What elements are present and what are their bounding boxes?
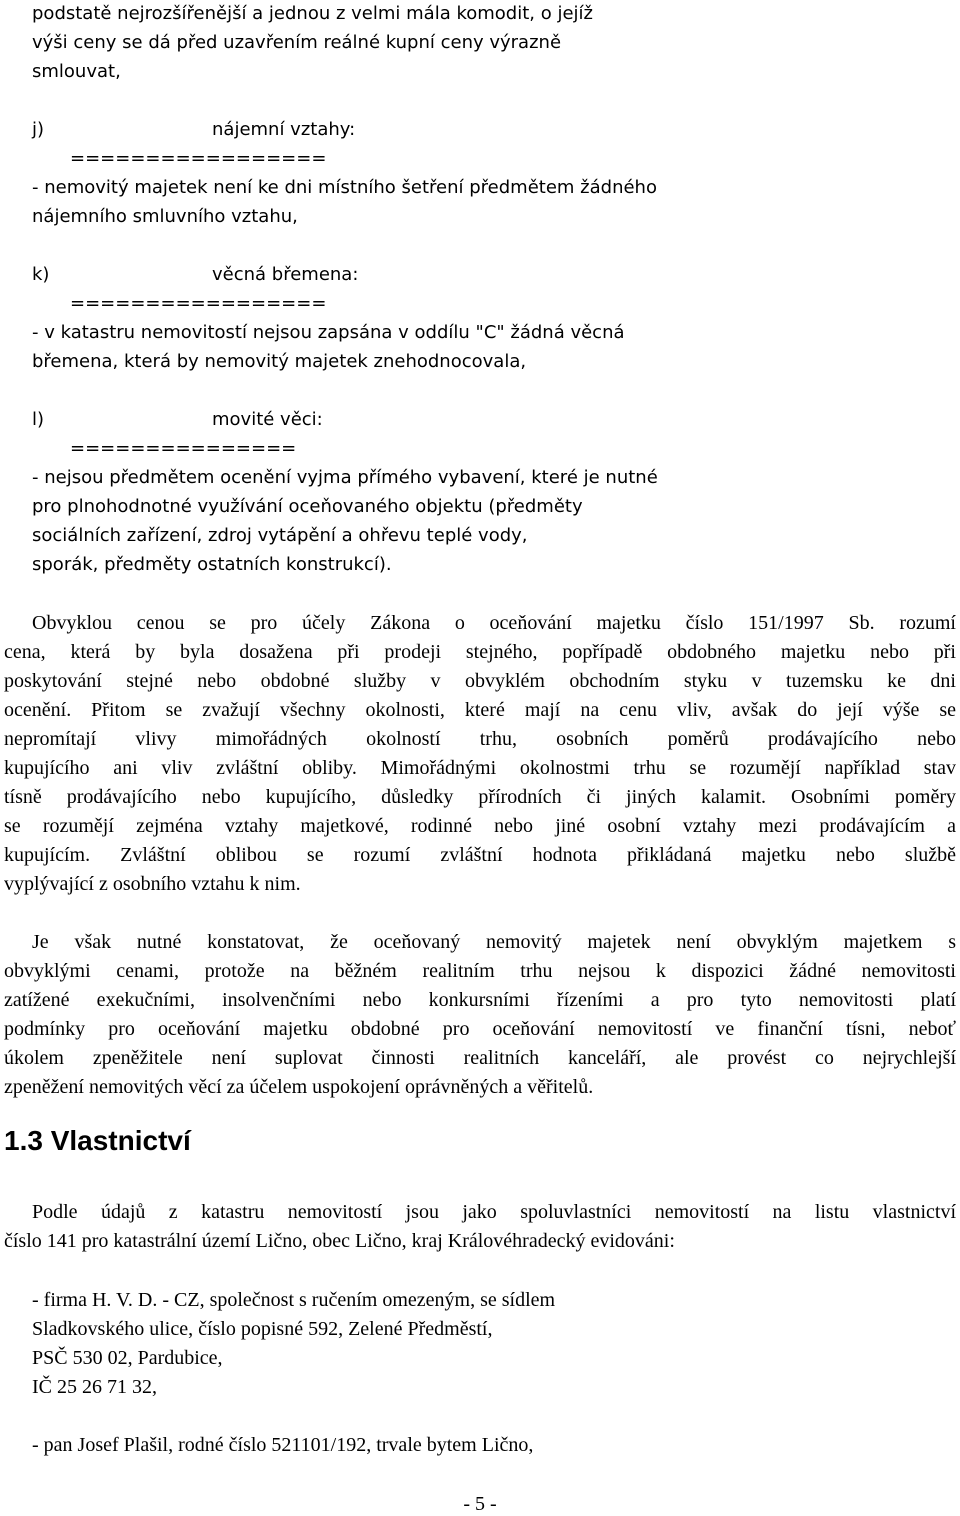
intro-line: výši ceny se dá před uzavřením reálné kupní ceny výrazně <box>32 32 562 53</box>
section-title-k: věcná břemena: <box>212 264 359 285</box>
paragraph-line: obvyklými cenami, protože na běžném realitním trhu nejsou k dispozici žádné nemovitosti <box>4 960 956 982</box>
owner-line: PSČ 530 02, Pardubice, <box>32 1347 223 1369</box>
owner-line: IČ 25 26 71 32, <box>32 1376 157 1398</box>
paragraph-line: Podle údajů z katastru nemovitostí jsou jako spoluvlastníci nemovitostí na listu vlastnictví <box>32 1201 956 1223</box>
paragraph-line: zatížené exekučními, insolvenčními nebo konkursními řízeními a pro tyto nemovitosti platí <box>4 989 956 1011</box>
intro-line: smlouvat, <box>32 61 121 82</box>
paragraph-line-last: zpeněžení nemovitých věcí za účelem uspokojení oprávněných a věřitelů. <box>4 1076 594 1098</box>
paragraph-line: Je však nutné konstatovat, že oceňovaný nemovitý majetek není obvyklým majetkem s <box>32 931 956 953</box>
paragraph-line: podmínky pro oceňování majetku obdobné pro oceňování nemovitostí ve finanční tísni, neboť <box>4 1018 956 1040</box>
paragraph-line: se rozumějí zejména vztahy majetkové, rodinné nebo jiné osobní vztahy mezi prodávajícím a <box>4 815 956 837</box>
owner-line: - pan Josef Plašil, rodné číslo 521101/192, trvale bytem Lično, <box>32 1434 534 1456</box>
paragraph-line: poskytování stejné nebo obdobné služby v obvyklém obchodním styku v tuzemsku ke dni <box>4 670 956 692</box>
section-text-line: břemena, která by nemovitý majetek znehodnocovala, <box>32 351 527 372</box>
section-text-line: sporák, předměty ostatních konstrukcí). <box>32 554 392 575</box>
paragraph-line: cena, která by byla dosažena při prodeji stejného, popřípadě obdobného majetku nebo při <box>4 641 956 663</box>
section-rule-k: ================= <box>70 293 327 314</box>
page-number: - 5 - <box>463 1493 497 1515</box>
paragraph-line: nepromítají vlivy mimořádných okolností trhu, osobních poměrů prodávajícího nebo <box>4 728 956 750</box>
section-letter-l: l) <box>32 409 45 430</box>
paragraph-line: kupujícího ani vliv zvláštní obliby. Mimořádnými okolnostmi trhu se rozumějí například stav <box>4 757 956 779</box>
section-text-line: nájemního smluvního vztahu, <box>32 206 298 227</box>
section-letter-j: j) <box>32 119 45 140</box>
section-text-line: - nemovitý majetek není ke dni místního šetření předmětem žádného <box>32 177 657 198</box>
section-title-j: nájemní vztahy: <box>212 119 356 140</box>
paragraph-line: kupujícím. Zvláštní oblibou se rozumí zvláštní hodnota přikládaná majetku nebo službě <box>4 844 956 866</box>
section-heading: 1.3 Vlastnictví <box>4 1125 191 1156</box>
section-text-line: - v katastru nemovitostí nejsou zapsána v oddílu "C" žádná věcná <box>32 322 625 343</box>
section-rule-l: =============== <box>70 438 297 459</box>
section-text-line: sociálních zařízení, zdroj vytápění a ohřevu teplé vody, <box>32 525 528 546</box>
owner-line: Sladkovského ulice, číslo popisné 592, Zelené Předměstí, <box>32 1318 493 1340</box>
paragraph-line: Obvyklou cenou se pro účely Zákona o oceňování majetku číslo 151/1997 Sb. rozumí <box>32 612 956 634</box>
section-rule-j: ================= <box>70 148 327 169</box>
paragraph-line: úkolem zpeněžitele není suplovat činnosti realitních kanceláří, ale provést co nejrychlejší <box>4 1047 956 1069</box>
paragraph-line-last: číslo 141 pro katastrální území Lično, obec Lično, kraj Královéhradecký evidováni: <box>4 1230 675 1252</box>
owner-line: - firma H. V. D. - CZ, společnost s ručením omezeným, se sídlem <box>32 1289 556 1311</box>
section-text-line: pro plnohodnotné využívání oceňovaného objektu (předměty <box>32 496 583 517</box>
paragraph-line: tísně prodávajícího nebo kupujícího, důsledky přírodních či jiných kalamit. Osobními poměry <box>4 786 956 808</box>
paragraph-line: ocenění. Přitom se zvažují všechny okolnosti, které mají na cenu vliv, avšak do její výše se <box>4 699 956 721</box>
paragraph-line-last: vyplývající z osobního vztahu k nim. <box>4 873 301 895</box>
section-letter-k: k) <box>32 264 50 285</box>
section-title-l: movité věci: <box>212 409 323 430</box>
section-text-line: - nejsou předmětem ocenění vyjma přímého vybavení, které je nutné <box>32 467 658 488</box>
intro-line: podstatě nejrozšířenější a jednou z velmi mála komodit, o jejíž <box>32 3 593 24</box>
